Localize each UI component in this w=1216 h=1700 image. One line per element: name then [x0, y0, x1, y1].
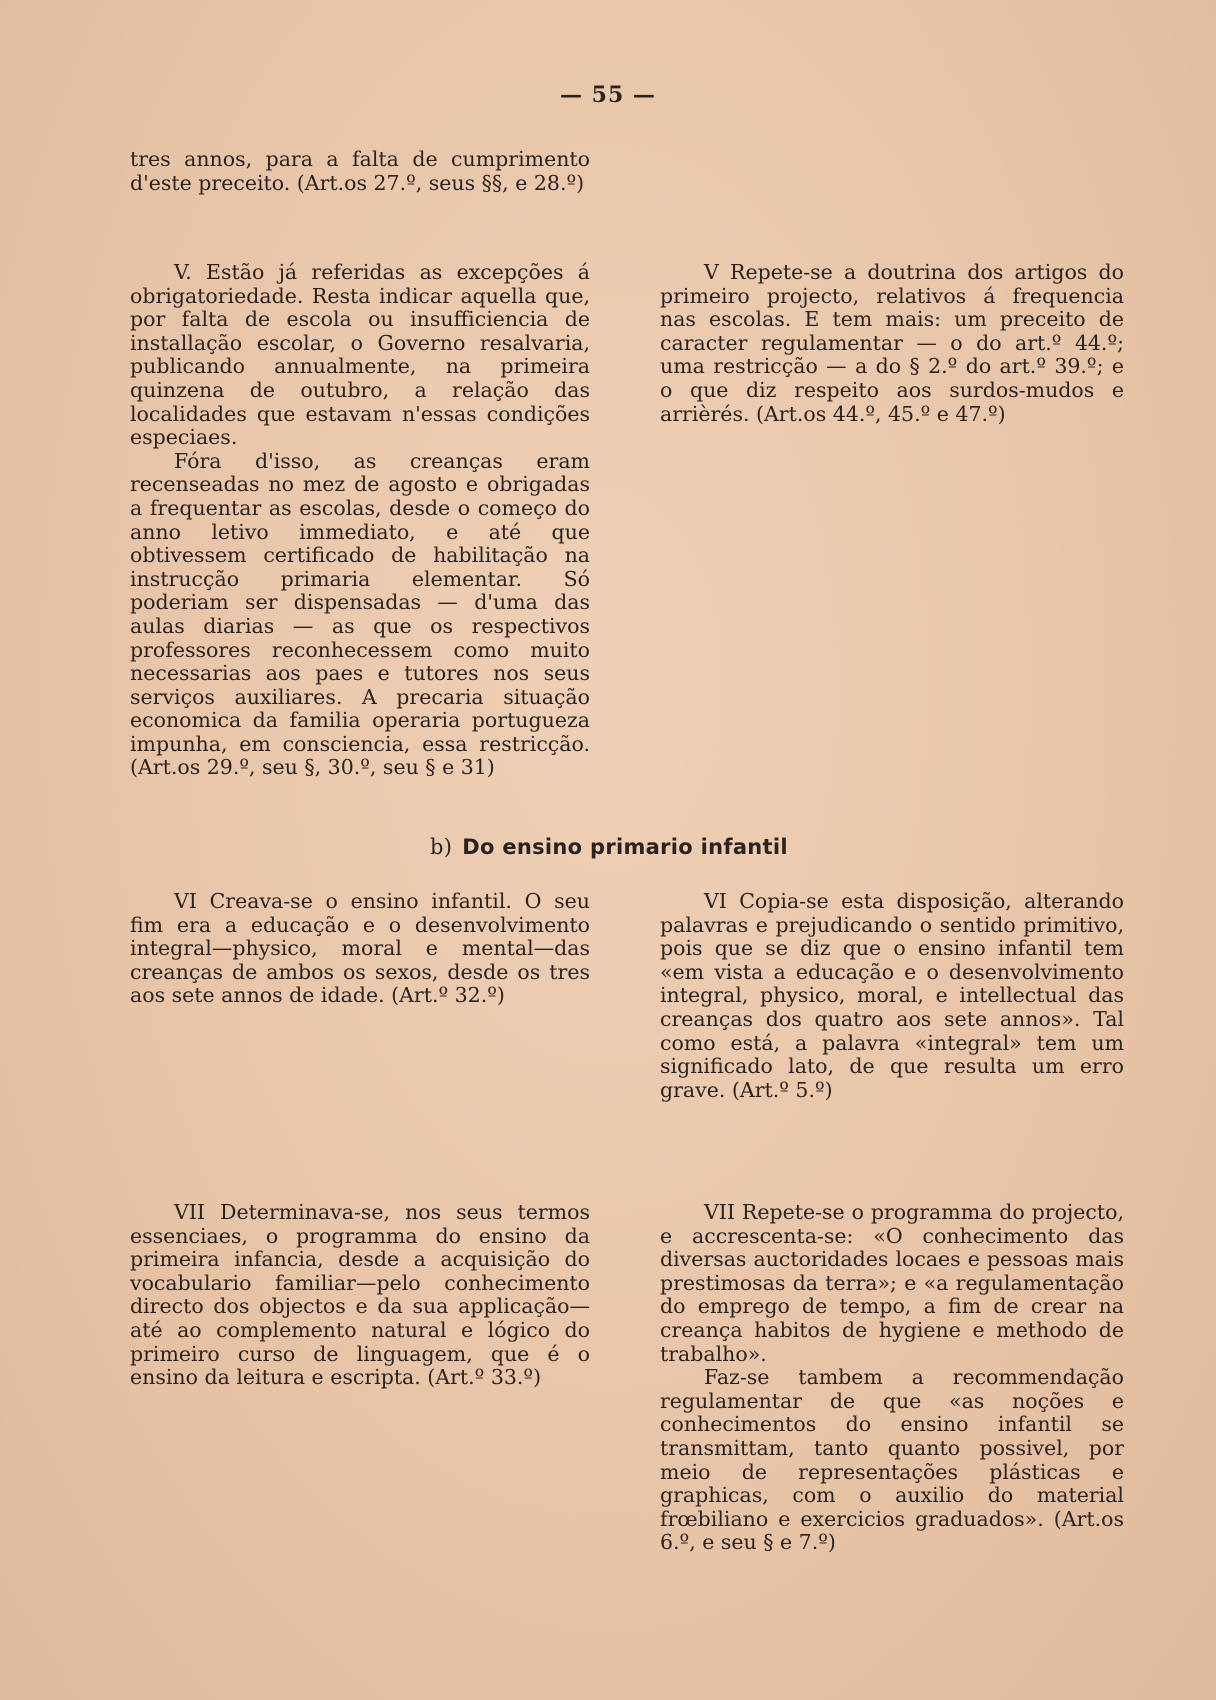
right-item-v [660, 261, 1124, 426]
left-item-v [130, 261, 590, 780]
left-item-v-paragraph-2: Fóra d'isso, as creanças eram recenseadas no mez de agosto e obrigadas a frequentar as escolas, desde o começo do anno letivo immediato, e até que obtivessem certificado de habilitação na instrucção primaria elementar. Só poderiam ser dispensadas — d'uma das aulas diarias — as que os respectivos professores reconhecessem como muito necessarias aos paes e tutores nos seus serviços auxiliares. A precaria situação economica da familia operaria portugueza impunha, em consciencia, essa restricção. (Art.os 29.º, seu §, 30.º, seu § e 31) [130, 448, 590, 780]
section-heading [430, 835, 950, 859]
right-item-v-paragraph: V Repete-se a doutrina dos artigos do primeiro projecto, relativos á frequencia nas escolas. E tem mais: um preceito de caracter regulamentar — o do art.º 44.º; uma restricção — a do § 2.º do art.º 39.º; e o que diz respeito aos surdos-mudos e arrièrés. (Art.os 44.º, 45.º e 47.º) [660, 260, 1124, 426]
left-item-v-paragraph-1: V. Estão já referidas as excepções á obrigatoriedade. Resta indicar aquella que, por falta de escola ou insufficiencia de installação escolar, o Governo resalvaria, publicando annualmente, na primeira quinzena de outubro, a relação das localidades que estavam n'essas condições especiaes. [130, 260, 590, 450]
left-item-vii [130, 1201, 590, 1390]
left-top-paragraph [130, 148, 590, 195]
section-heading-title: Do ensino primario infantil [462, 835, 788, 859]
left-item-vi [130, 890, 590, 1008]
section-heading-label: b) [430, 835, 453, 859]
left-item-vi-paragraph: VI Creava-se o ensino infantil. O seu fim era a educação e o desenvolvimento integral—physico, moral e mental—das creanças de ambos os sexos, desde os tres aos sete annos de idade. (Art.º 32.º) [130, 889, 590, 1008]
page-number: — 55 — [560, 82, 656, 108]
left-item-vii-paragraph: VII Determinava-se, nos seus termos essenciaes, o programma do ensino da primeira infancia, desde a acquisição do vocabulario familiar—pelo conhecimento directo dos objectos e da sua applicação—até ao complemento natural e lógico do primeiro curso de linguagem, que é o ensino da leitura e escripta. (Art.º 33.º) [130, 1200, 590, 1390]
right-item-vi-paragraph: VI Copia-se esta disposição, alterando palavras e prejudicando o sentido primitivo, pois que se diz que o ensino infantil tem «em vista a educação e o desenvolvimento integral, physico, moral, e intellectual das creanças dos quatro aos sete annos». Tal como está, a palavra «integral» tem um significado lato, de que resulta um erro grave. (Art.º 5.º) [660, 889, 1124, 1102]
right-item-vii-paragraph-1: VII Repete-se o programma do projecto, e accrescenta-se: «O conhecimento das diversas auctoridades locaes e pessoas mais prestimosas da terra»; e «a regulamentação do emprego de tempo, a fim de crear na creança habitos de hygiene e methodo de trabalho». [660, 1200, 1124, 1366]
right-item-vi [660, 890, 1124, 1102]
right-item-vii [660, 1201, 1124, 1555]
right-item-vii-paragraph-2: Faz-se tambem a recommendação regulamentar de que «as noções e conhecimentos do ensino infantil se transmittam, tanto quanto possivel, por meio de representações plásticas e graphicas, com o auxilio do material frœbiliano e exercicios graduados». (Art.os 6.º, e seu § e 7.º) [660, 1365, 1124, 1555]
left-continuation-text: tres annos, para a falta de cumprimento d'este preceito. (Art.os 27.º, seus §§, e 28.º) [130, 147, 590, 195]
